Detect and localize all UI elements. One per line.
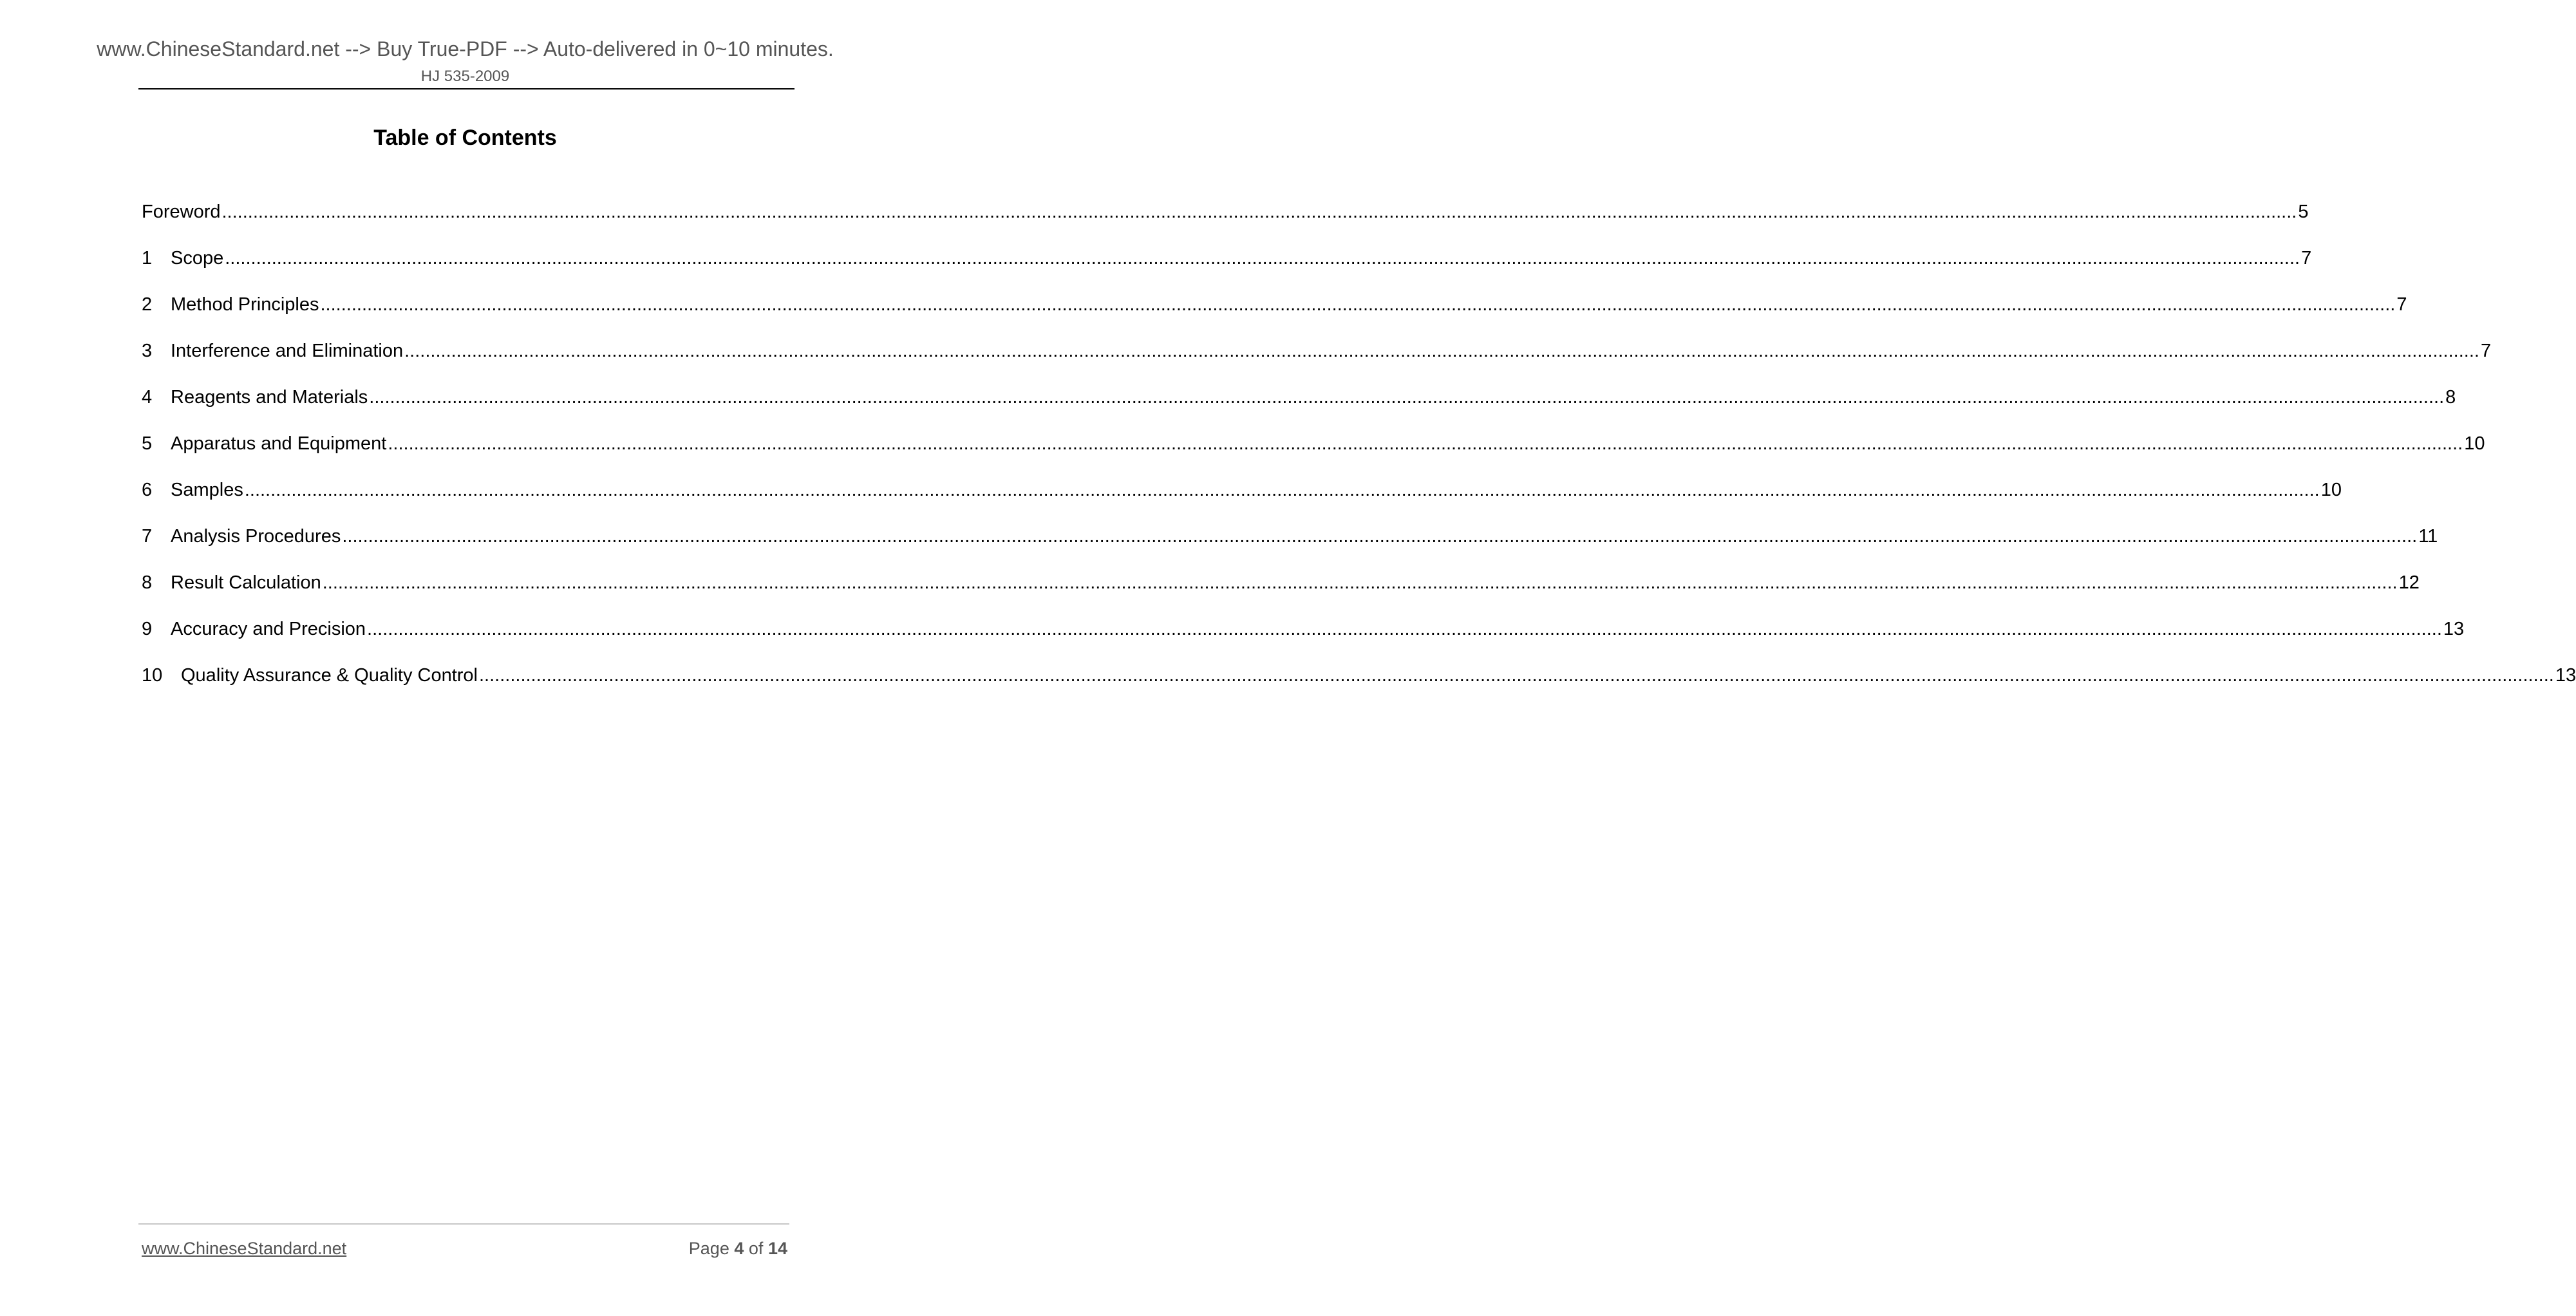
toc-entry-number: 8 [142, 572, 153, 593]
toc-entry-number: 6 [142, 480, 153, 500]
toc-entry-number: 10 [142, 665, 163, 686]
toc-entry-label: Method Principles [171, 294, 319, 315]
toc-entry-number: 5 [142, 433, 153, 454]
toc-title: Table of Contents [373, 126, 557, 150]
toc-entry-result-calculation[interactable] [142, 570, 2420, 616]
toc-entry-label: Scope [171, 248, 224, 268]
toc-entry-interference[interactable] [142, 338, 2492, 384]
toc-entry-analysis-procedures[interactable] [142, 523, 2438, 570]
toc-entry-page: 5 [2298, 202, 2309, 222]
total-page-count: 14 [767, 1239, 787, 1258]
toc-entry-page: 10 [2464, 433, 2485, 454]
toc-entry-number: 4 [142, 387, 153, 408]
toc-entry-page: 7 [2301, 248, 2312, 268]
toc-entry-foreword[interactable] [142, 199, 2309, 245]
toc-entry-number: 3 [142, 341, 153, 361]
toc-entry-label: Samples [171, 480, 243, 500]
toc-entry-apparatus[interactable] [142, 431, 2485, 477]
header-divider [138, 88, 794, 89]
toc-entry-label: Foreword [142, 202, 221, 222]
toc-dot-leader: ................................................................................................................................................................................................................................................................................................................................................................................................................ [478, 665, 2554, 686]
toc-entry-page: 13 [2443, 619, 2465, 639]
toc-entry-page: 13 [2555, 665, 2576, 686]
toc-dot-leader: ................................................................................................................................................................................................................................................................................................................................................................................................................ [225, 248, 2300, 268]
toc-dot-leader: ................................................................................................................................................................................................................................................................................................................................................................................................................ [244, 480, 2320, 500]
toc-entry-label: Analysis Procedures [171, 526, 341, 547]
toc-entry-page: 8 [2445, 387, 2456, 408]
current-page-number: 4 [734, 1239, 744, 1258]
toc-entry-label: Quality Assurance & Quality Control [181, 665, 478, 686]
toc-dot-leader: ................................................................................................................................................................................................................................................................................................................................................................................................................ [322, 572, 2398, 593]
toc-dot-leader: ................................................................................................................................................................................................................................................................................................................................................................................................................ [342, 526, 2418, 547]
header-banner: www.ChineseStandard.net --> Buy True-PDF --> Auto-delivered in 0~10 minutes. [97, 37, 834, 61]
toc-entry-number: 2 [142, 294, 153, 315]
footer-divider [138, 1223, 789, 1225]
document-code: HJ 535-2009 [420, 68, 510, 85]
toc-entry-reagents[interactable] [142, 384, 2456, 431]
toc-dot-leader: ................................................................................................................................................................................................................................................................................................................................................................................................................ [367, 619, 2442, 639]
table-of-contents [142, 199, 2576, 709]
page-indicator [689, 1237, 787, 1259]
toc-dot-leader: ................................................................................................................................................................................................................................................................................................................................................................................................................ [221, 202, 2297, 222]
toc-entry-number: 7 [142, 526, 153, 547]
page-prefix: Page [688, 1239, 729, 1258]
toc-entry-scope[interactable] [142, 245, 2312, 292]
toc-entry-label: Interference and Elimination [171, 341, 404, 361]
toc-entry-page: 7 [2396, 294, 2407, 315]
toc-entry-number: 9 [142, 619, 153, 639]
toc-dot-leader: ................................................................................................................................................................................................................................................................................................................................................................................................................ [369, 387, 2445, 408]
toc-entry-number: 1 [142, 248, 153, 268]
toc-dot-leader: ................................................................................................................................................................................................................................................................................................................................................................................................................ [320, 294, 2396, 315]
toc-entry-samples[interactable] [142, 477, 2342, 523]
toc-entry-label: Reagents and Materials [171, 387, 368, 408]
toc-entry-accuracy-precision[interactable] [142, 616, 2465, 663]
page-of: of [748, 1239, 764, 1258]
toc-entry-quality-assurance[interactable] [142, 663, 2576, 709]
toc-entry-page: 12 [2398, 572, 2420, 593]
toc-entry-label: Apparatus and Equipment [171, 433, 387, 454]
toc-entry-page: 7 [2480, 341, 2492, 361]
footer-website-link[interactable]: www.ChineseStandard.net [142, 1239, 347, 1258]
toc-dot-leader: ................................................................................................................................................................................................................................................................................................................................................................................................................ [404, 341, 2479, 361]
toc-entry-label: Accuracy and Precision [171, 619, 366, 639]
toc-entry-method-principles[interactable] [142, 292, 2407, 338]
toc-entry-label: Result Calculation [171, 572, 321, 593]
toc-entry-page: 11 [2418, 526, 2438, 547]
toc-entry-page: 10 [2320, 480, 2342, 500]
toc-dot-leader: ................................................................................................................................................................................................................................................................................................................................................................................................................ [388, 433, 2463, 454]
